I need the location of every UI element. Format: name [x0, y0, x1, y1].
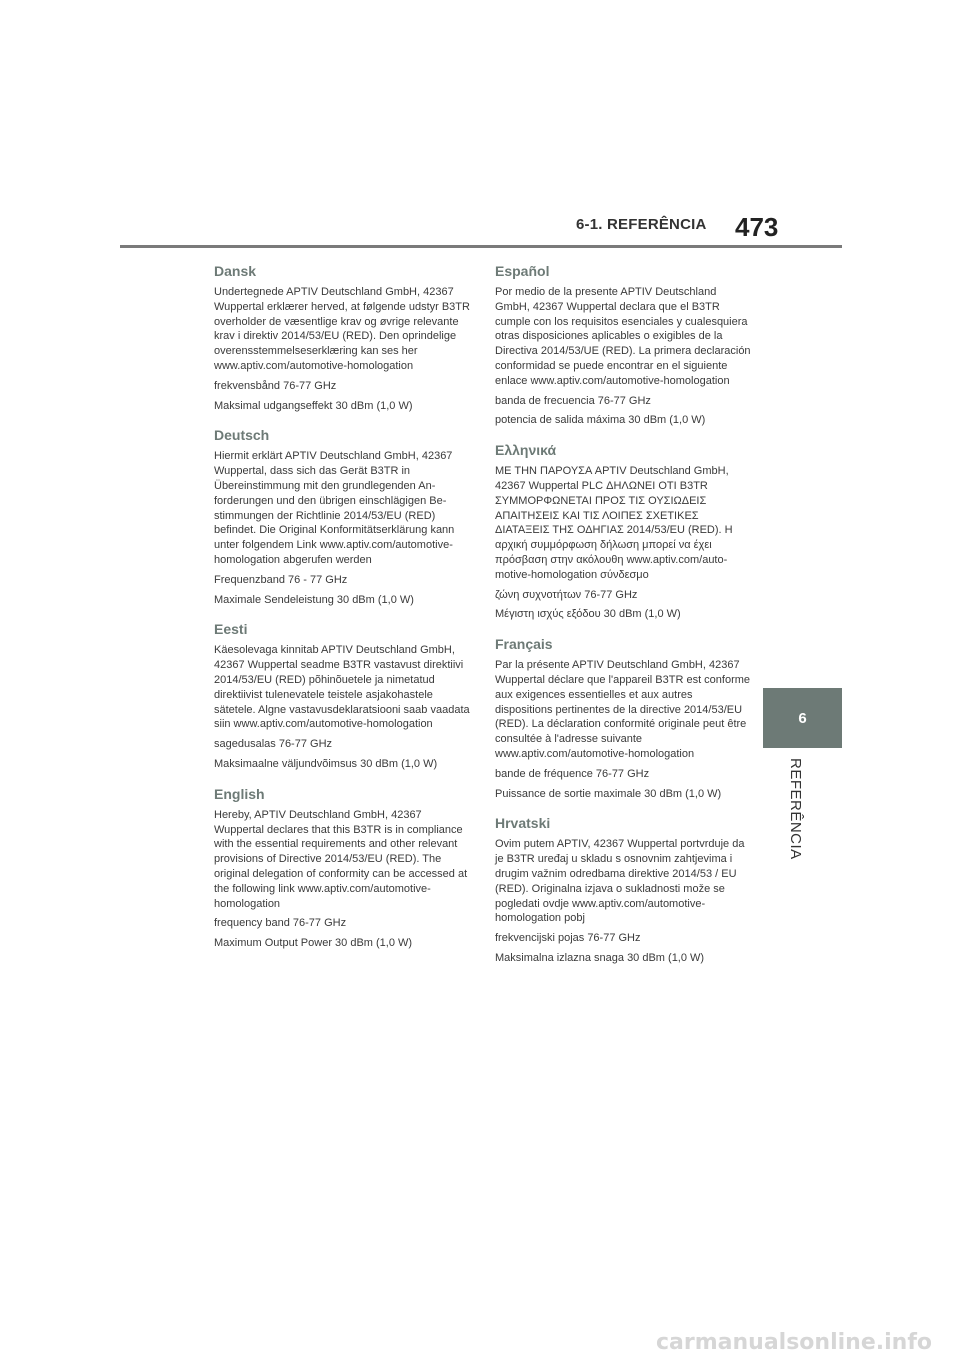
section-body: Undertegnede APTIV Deutschland GmbH, 42367 Wuppertal erklærer herved, at følgende udstyr B3TR overholder de væsentlige krav og øvrige relevante krav i direktiv 2014/53/EU (RED). Den oprindelige overensstemmelseserklæring kan ses her www.aptiv.com/automotive-homologation	[214, 286, 470, 372]
output-power: Maximale Sendeleistung 30 dBm (1,0 W)	[214, 593, 414, 606]
section-heading: Hrvatski	[495, 815, 551, 832]
section-body: Ovim putem APTIV, 42367 Wuppertal portvrduje da je B3TR uređaj u skladu s osnovnim zahtjevima i drugim važnim odredbama direktive 2014/53 / EU (RED). Originalna izjava o sukladnosti može se pogledati ovdje www.aptiv.com/automotive-homologation pobj	[495, 838, 745, 925]
output-power: Puissance de sortie maximale 30 dBm (1,0 W)	[495, 787, 722, 800]
frequency-band: ζώνη συχνοτήτων 76-77 GHz	[495, 588, 638, 601]
section-francais	[495, 635, 753, 801]
site-watermark: carmanualsonline.info	[656, 1330, 932, 1355]
section-heading: Dansk	[214, 263, 257, 279]
output-power: Maksimal udgangseffekt 30 dBm (1,0 W)	[214, 399, 413, 412]
output-power: Μέγιστη ισχύς εξόδου 30 dBm (1,0 W)	[495, 608, 681, 621]
section-heading: Français	[495, 636, 553, 653]
section-body: Käesolevaga kinnitab APTIV Deutschland GmbH, 42367 Wuppertal seadme B3TR vastavust direktiivi 2014/53/EU (RED) põhinõuetele ja nimetatud direktiivist tulenevatele teistele asjakohastele sätetele. Algne vastavusdeklaratsiooni saab vaadata siin www.aptiv.com/automotive-homologation	[214, 644, 470, 731]
chapter-tab[interactable]	[763, 688, 842, 748]
section-dansk	[214, 262, 472, 413]
frequency-band: Frequenzband 76 - 77 GHz	[214, 573, 348, 586]
section-deutsch	[214, 426, 472, 607]
page-number: 473	[735, 212, 779, 242]
section-body: ΜΕ ΤΗΝ ΠΑΡΟΥΣΑ APTIV Deutschland GmbH, 42367 Wuppertal PLC ΔΗΛΩΝΕΙ ΟΤΙ B3TR ΣΥΜΜΟΡΦΩΝΕΤΑΙ ΠΡΟΣ ΤΙΣ ΟΥΣΙΩΔΕΙΣ ΑΠΑΙΤΗΣΕΙΣ ΚΑΙ ΤΙΣ ΛΟΙΠΕΣ ΣΧΕΤΙΚΕΣ ΔΙΑΤΑΞΕΙΣ ΤΗΣ ΟΔΗΓΙΑΣ 2014/53/EU (RED). Η αρχική συμμόρφωση δήλωση μπορεί να έχει πρόσβαση στην ακόλουθη www.aptiv.com/automotive-homologation σύνδεσμο	[495, 465, 733, 581]
section-heading: Español	[495, 263, 550, 279]
page-section-title: 6-1. REFERÊNCIA	[576, 216, 707, 233]
output-power: Maximum Output Power 30 dBm (1,0 W)	[214, 937, 413, 950]
section-body: Par la présente APTIV Deutschland GmbH, 42367 Wuppertal déclare que l'appareil B3TR est conforme aux exigences essentielles et aux autres dispositions pertinentes de la directive 2014/53/EU (RED). La déclaration conformité originale peut être consultée à l'adresse suivante www.aptiv.com/automotive-homologation	[495, 659, 751, 760]
left-column	[214, 262, 472, 964]
section-body: Hiermit erklärt APTIV Deutschland GmbH, 42367 Wuppertal, dass sich das Gerät B3TR in Übereinstimmung mit den grundlegenden Anforderungen und den übrigen einschlägigen Bestimmungen der Richtlinie 2014/53/EU (RED) befindet. Die Original Konformitätserklärung kann unter folgendem Link www.aptiv.com/automotive-homologation abgerufen werden	[214, 450, 455, 566]
header-divider	[120, 245, 842, 248]
section-eesti	[214, 620, 472, 771]
section-espanol	[495, 262, 753, 428]
section-heading: Ελληνικά	[495, 442, 557, 459]
output-power: Maksimaalne väljundvõimsus 30 dBm (1,0 W)	[214, 757, 438, 770]
frequency-band: frekvencijski pojas 76-77 GHz	[495, 932, 641, 945]
section-heading: English	[214, 785, 265, 802]
output-power: Maksimalna izlazna snaga 30 dBm (1,0 W)	[495, 951, 705, 964]
section-body: Por medio de la presente APTIV Deutschland GmbH, 42367 Wuppertal declara que el B3TR cumple con los requisitos esenciales y cualesquiera otras disposiciones aplicables o exigibles de la Directiva 2014/53/UE (RED). La primera declaración conformidad se puede encontrar en el siguiente enlace www.aptiv.com/automotive-homologation	[495, 286, 751, 387]
frequency-band: frekvensbånd 76-77 GHz	[214, 379, 337, 392]
frequency-band: frequency band 76-77 GHz	[214, 917, 347, 930]
section-heading: Eesti	[214, 621, 248, 638]
output-power: potencia de salida máxima 30 dBm (1,0 W)	[495, 414, 706, 427]
right-column	[495, 262, 753, 979]
frequency-band: sagedusalas 76-77 GHz	[214, 738, 333, 751]
section-english	[214, 785, 472, 951]
chapter-side-label: REFERÊNCIA	[787, 758, 804, 860]
frequency-band: banda de frecuencia 76-77 GHz	[495, 394, 651, 407]
section-ellinika	[495, 441, 753, 622]
section-hrvatski	[495, 814, 753, 965]
section-heading: Deutsch	[214, 427, 270, 444]
frequency-band: bande de fréquence 76-77 GHz	[495, 767, 650, 780]
chapter-number: 6	[798, 709, 807, 727]
section-body: Hereby, APTIV Deutschland GmbH, 42367 Wuppertal declares that this B3TR is in compliance with the essential requirements and other relevant provisions of Directive 2014/53/EU (RED). The original delegation of conformity can be accessed at the following link www.aptiv.com/automotive-homologation	[214, 808, 468, 910]
